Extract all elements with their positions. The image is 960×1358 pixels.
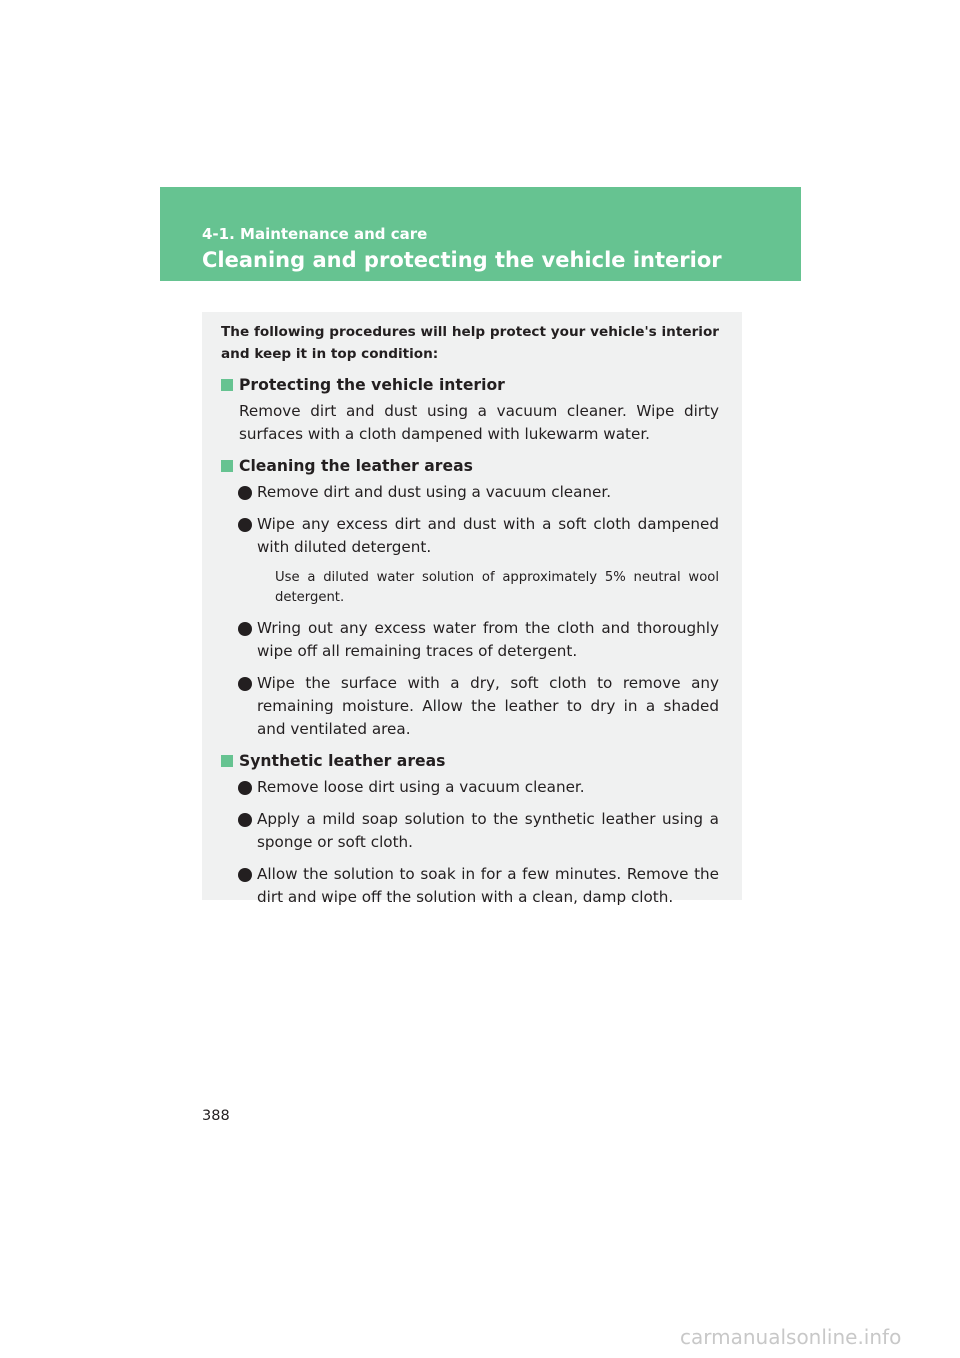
- page-title: Cleaning and protecting the vehicle interior: [202, 248, 722, 272]
- section-header: [160, 187, 801, 281]
- list-item: [257, 513, 719, 559]
- list-item: [257, 863, 719, 909]
- section-heading-protecting: [221, 374, 719, 396]
- bullet-dot-icon: [238, 677, 252, 691]
- section-heading-text: Cleaning the leather areas: [239, 457, 473, 475]
- bullet-dot-icon: [238, 486, 252, 500]
- list-item-text: Apply a mild soap solution to the synthetic leather using a sponge or soft cloth.: [257, 810, 719, 851]
- list-item-text: Allow the solution to soak in for a few minutes. Remove the dirt and wipe off the solution with a clean, damp cloth.: [257, 865, 719, 906]
- bullet-dot-icon: [238, 622, 252, 636]
- list-item: [257, 776, 719, 799]
- section-paragraph: Remove dirt and dust using a vacuum cleaner. Wipe dirty surfaces with a cloth dampened with lukewarm water.: [239, 402, 719, 443]
- bullet-dot-icon: [238, 813, 252, 827]
- section-heading-text: Synthetic leather areas: [239, 752, 446, 770]
- green-square-icon: [221, 460, 233, 472]
- detergent-note: Use a diluted water solution of approximately 5% neutral wool detergent.: [275, 570, 719, 605]
- list-item-text: Wipe the surface with a dry, soft cloth to remove any remaining moisture. Allow the leather to dry in a shaded and ventilated area.: [257, 674, 719, 738]
- section-label: 4-1. Maintenance and care: [202, 225, 428, 243]
- list-item: [257, 481, 719, 504]
- green-square-icon: [221, 755, 233, 767]
- bullet-dot-icon: [238, 518, 252, 532]
- list-item: [257, 672, 719, 741]
- list-item: [257, 808, 719, 854]
- green-square-icon: [221, 379, 233, 391]
- section-heading-text: Protecting the vehicle interior: [239, 376, 505, 394]
- bullet-dot-icon: [238, 868, 252, 882]
- section-heading-synthetic: [221, 750, 719, 772]
- list-item-text: Remove dirt and dust using a vacuum cleaner.: [257, 483, 612, 501]
- bullet-dot-icon: [238, 781, 252, 795]
- page-number: 388: [202, 1108, 230, 1124]
- list-item-text: Wipe any excess dirt and dust with a soft cloth dampened with diluted detergent.: [257, 515, 719, 556]
- section-heading-leather: [221, 455, 719, 477]
- watermark: carmanualsonline.info: [680, 1325, 902, 1349]
- list-item-text: Wring out any excess water from the cloth and thoroughly wipe off all remaining traces of detergent.: [257, 619, 719, 660]
- content-box: [202, 312, 742, 906]
- intro-text: The following procedures will help protect your vehicle's interior and keep it in top condition:: [221, 324, 719, 362]
- list-item: [257, 617, 719, 663]
- list-item-text: Remove loose dirt using a vacuum cleaner.: [257, 778, 585, 796]
